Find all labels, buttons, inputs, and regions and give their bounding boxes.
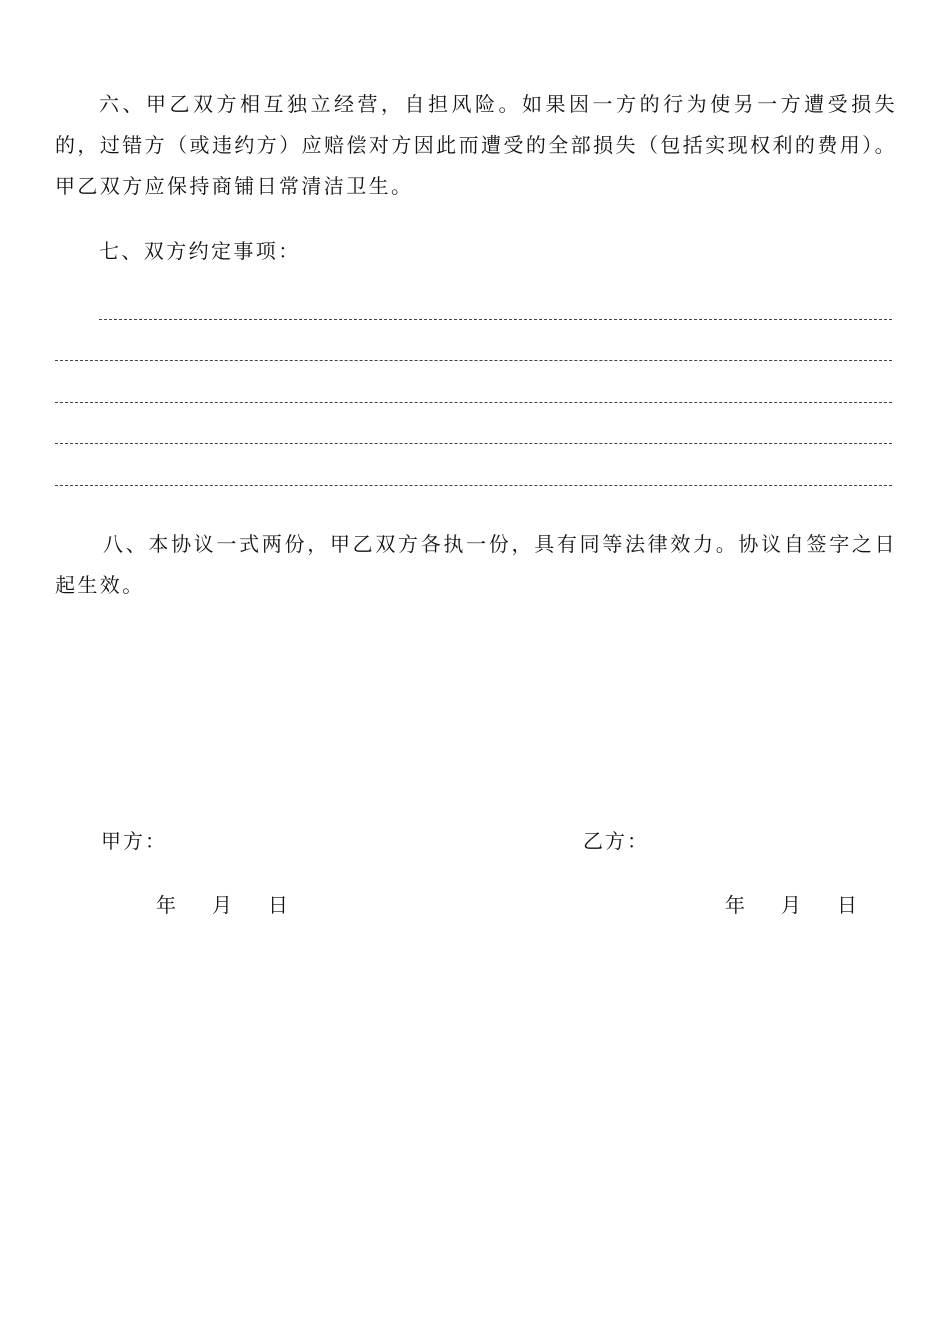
party-b-date <box>725 890 857 920</box>
blank-line[interactable] <box>55 402 892 403</box>
day-label: 日 <box>837 893 857 917</box>
party-a-signature-label: 甲方： <box>101 829 167 853</box>
party-b-signature-label: 乙方： <box>583 829 649 853</box>
blank-line[interactable] <box>99 319 892 320</box>
clause-7-heading: 七、双方约定事项： <box>99 239 301 263</box>
day-label: 日 <box>268 893 288 917</box>
month-label: 月 <box>781 893 801 917</box>
blank-line[interactable] <box>55 360 892 361</box>
party-a-date <box>156 890 288 920</box>
blank-line[interactable] <box>55 443 892 444</box>
year-label: 年 <box>725 893 745 917</box>
month-label: 月 <box>212 893 232 917</box>
year-label: 年 <box>156 893 176 917</box>
blank-line[interactable] <box>55 485 892 486</box>
clause-8-text: 八、本协议一式两份，甲乙双方各执一份，具有同等法律效力。协议自签字之日起生效。 <box>55 532 897 597</box>
clause-6-text: 六、甲乙双方相互独立经营，自担风险。如果因一方的行为使另一方遭受损失的，过错方（或违约方）应赔偿对方因此而遭受的全部损失（包括实现权利的费用）。甲乙双方应保持商铺日常清洁卫生。 <box>55 92 897 198</box>
